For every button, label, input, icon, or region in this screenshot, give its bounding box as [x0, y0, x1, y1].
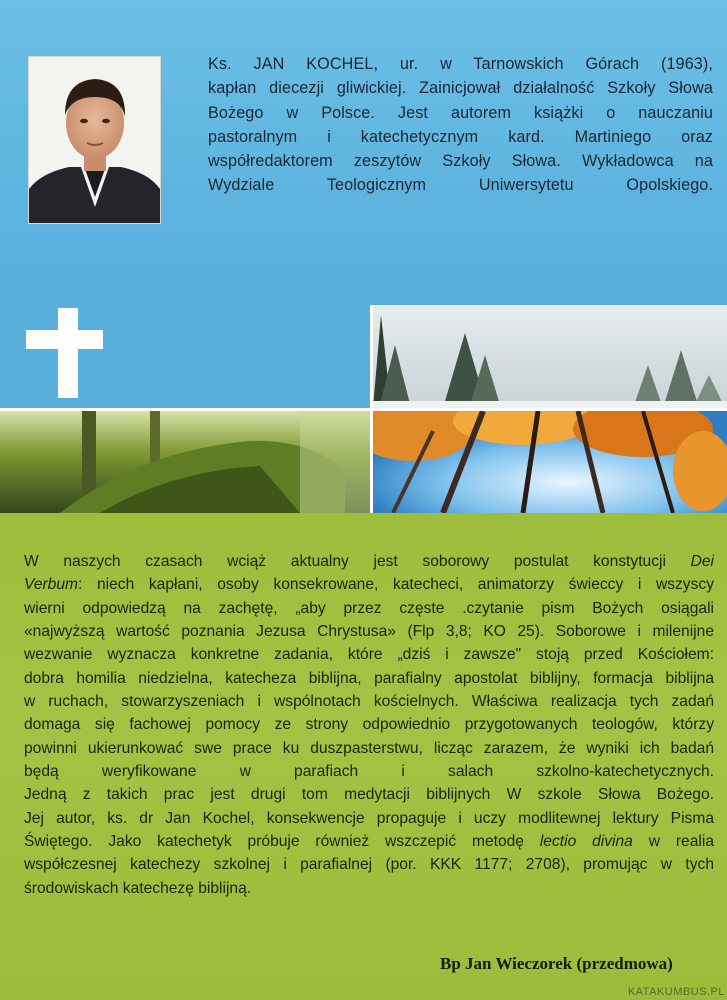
description-line: wierni odpowiedzą na zachętę, „aby przez częste .czytanie pism Bożych osiągali — [24, 599, 714, 617]
watermark: KATAKUMBUS.PL — [627, 986, 725, 998]
bio-line: Bożego w Polsce. Jest autorem książki o nauczaniu — [208, 103, 713, 122]
description-line: powinni ukierunkować swe prace ku duszpasterstwu, licząc zarazem, że wyniki ich badań — [24, 739, 714, 757]
bio-line: współredaktorem zeszytów Szkoły Słowa. Wykładowca na — [208, 152, 713, 171]
bio-line: Ks. JAN KOCHEL, ur. w Tarnowskich Górach (1963), — [208, 55, 713, 73]
bio-line: Wydziale Teologicznym Uniwersytetu Opolskiego. — [208, 176, 713, 195]
snowy-forest-photo — [373, 305, 727, 408]
description-line: będą weryfikowane w parafiach i salach szkolno-katechetycznych. — [24, 763, 714, 781]
autumn-birch-sky-photo — [373, 411, 727, 513]
bio-line: kapłan diecezji gliwickiej. Zainicjował działalność Szkoły Słowa — [208, 79, 713, 98]
mossy-forest-photo — [0, 411, 370, 513]
description-line: Świętego. Jako katechetyk próbuje również wszczepić metodę lectio divina w realia — [24, 833, 714, 851]
description-line: środowiskach katechezę biblijną. — [24, 879, 252, 897]
italic-title: Dei — [690, 553, 714, 570]
italic-title: Verbum — [24, 576, 79, 594]
description-line: wezwanie wyznacza konkretne zadania, które „dziś i zawsze" stoją przed Kościołem: — [24, 646, 714, 664]
description-line: dobra homilia niedzielna, katecheza biblijna, parafialny apostolat biblijny, formacja biblijna — [24, 669, 714, 687]
author-portrait-photo — [28, 56, 161, 224]
book-description — [24, 550, 714, 900]
description-line: Verbum: niech kapłani, osoby konsekrowane, katecheci, animatorzy świeccy i wszyscy — [24, 576, 714, 594]
description-line: współczesnej katechezy szkolnej i parafialnej (por. KKK 1177; 2708), promując w tych — [24, 856, 714, 874]
italic-term: lectio divina — [539, 833, 633, 851]
description-line: w ruchach, stowarzyszeniach i wspólnotach kościelnych. Właściwa realizacja tych zadań — [24, 693, 714, 711]
description-line: W naszych czasach wciąż aktualny jest soborowy postulat konstytucji Dei — [24, 553, 714, 570]
cross-icon-horizontal — [26, 330, 103, 349]
cross-panel — [0, 305, 370, 410]
author-biography — [208, 52, 713, 198]
description-line: domaga się fachowej pomocy ze strony odpowiednio przygotowanych teologów, którzy — [24, 716, 714, 734]
description-line: «najwyższą wartość poznania Jezusa Chrystusa» (Flp 3,8; KO 25). Soborowe i milenijne — [24, 623, 714, 641]
bio-line: pastoralnym i katechetycznym kard. Martiniego oraz — [208, 127, 713, 146]
description-line: Jedną z takich prac jest drugi tom medytacji biblijnych W szkole Słowa Bożego. — [24, 786, 714, 804]
description-line: Jej autor, ks. dr Jan Kochel, konsekwencje propaguje i uczy modlitewnej lektury Pisma — [24, 809, 714, 827]
cross-icon-vertical — [58, 308, 78, 398]
foreword-signature: Bp Jan Wieczorek (przedmowa) — [440, 954, 673, 973]
